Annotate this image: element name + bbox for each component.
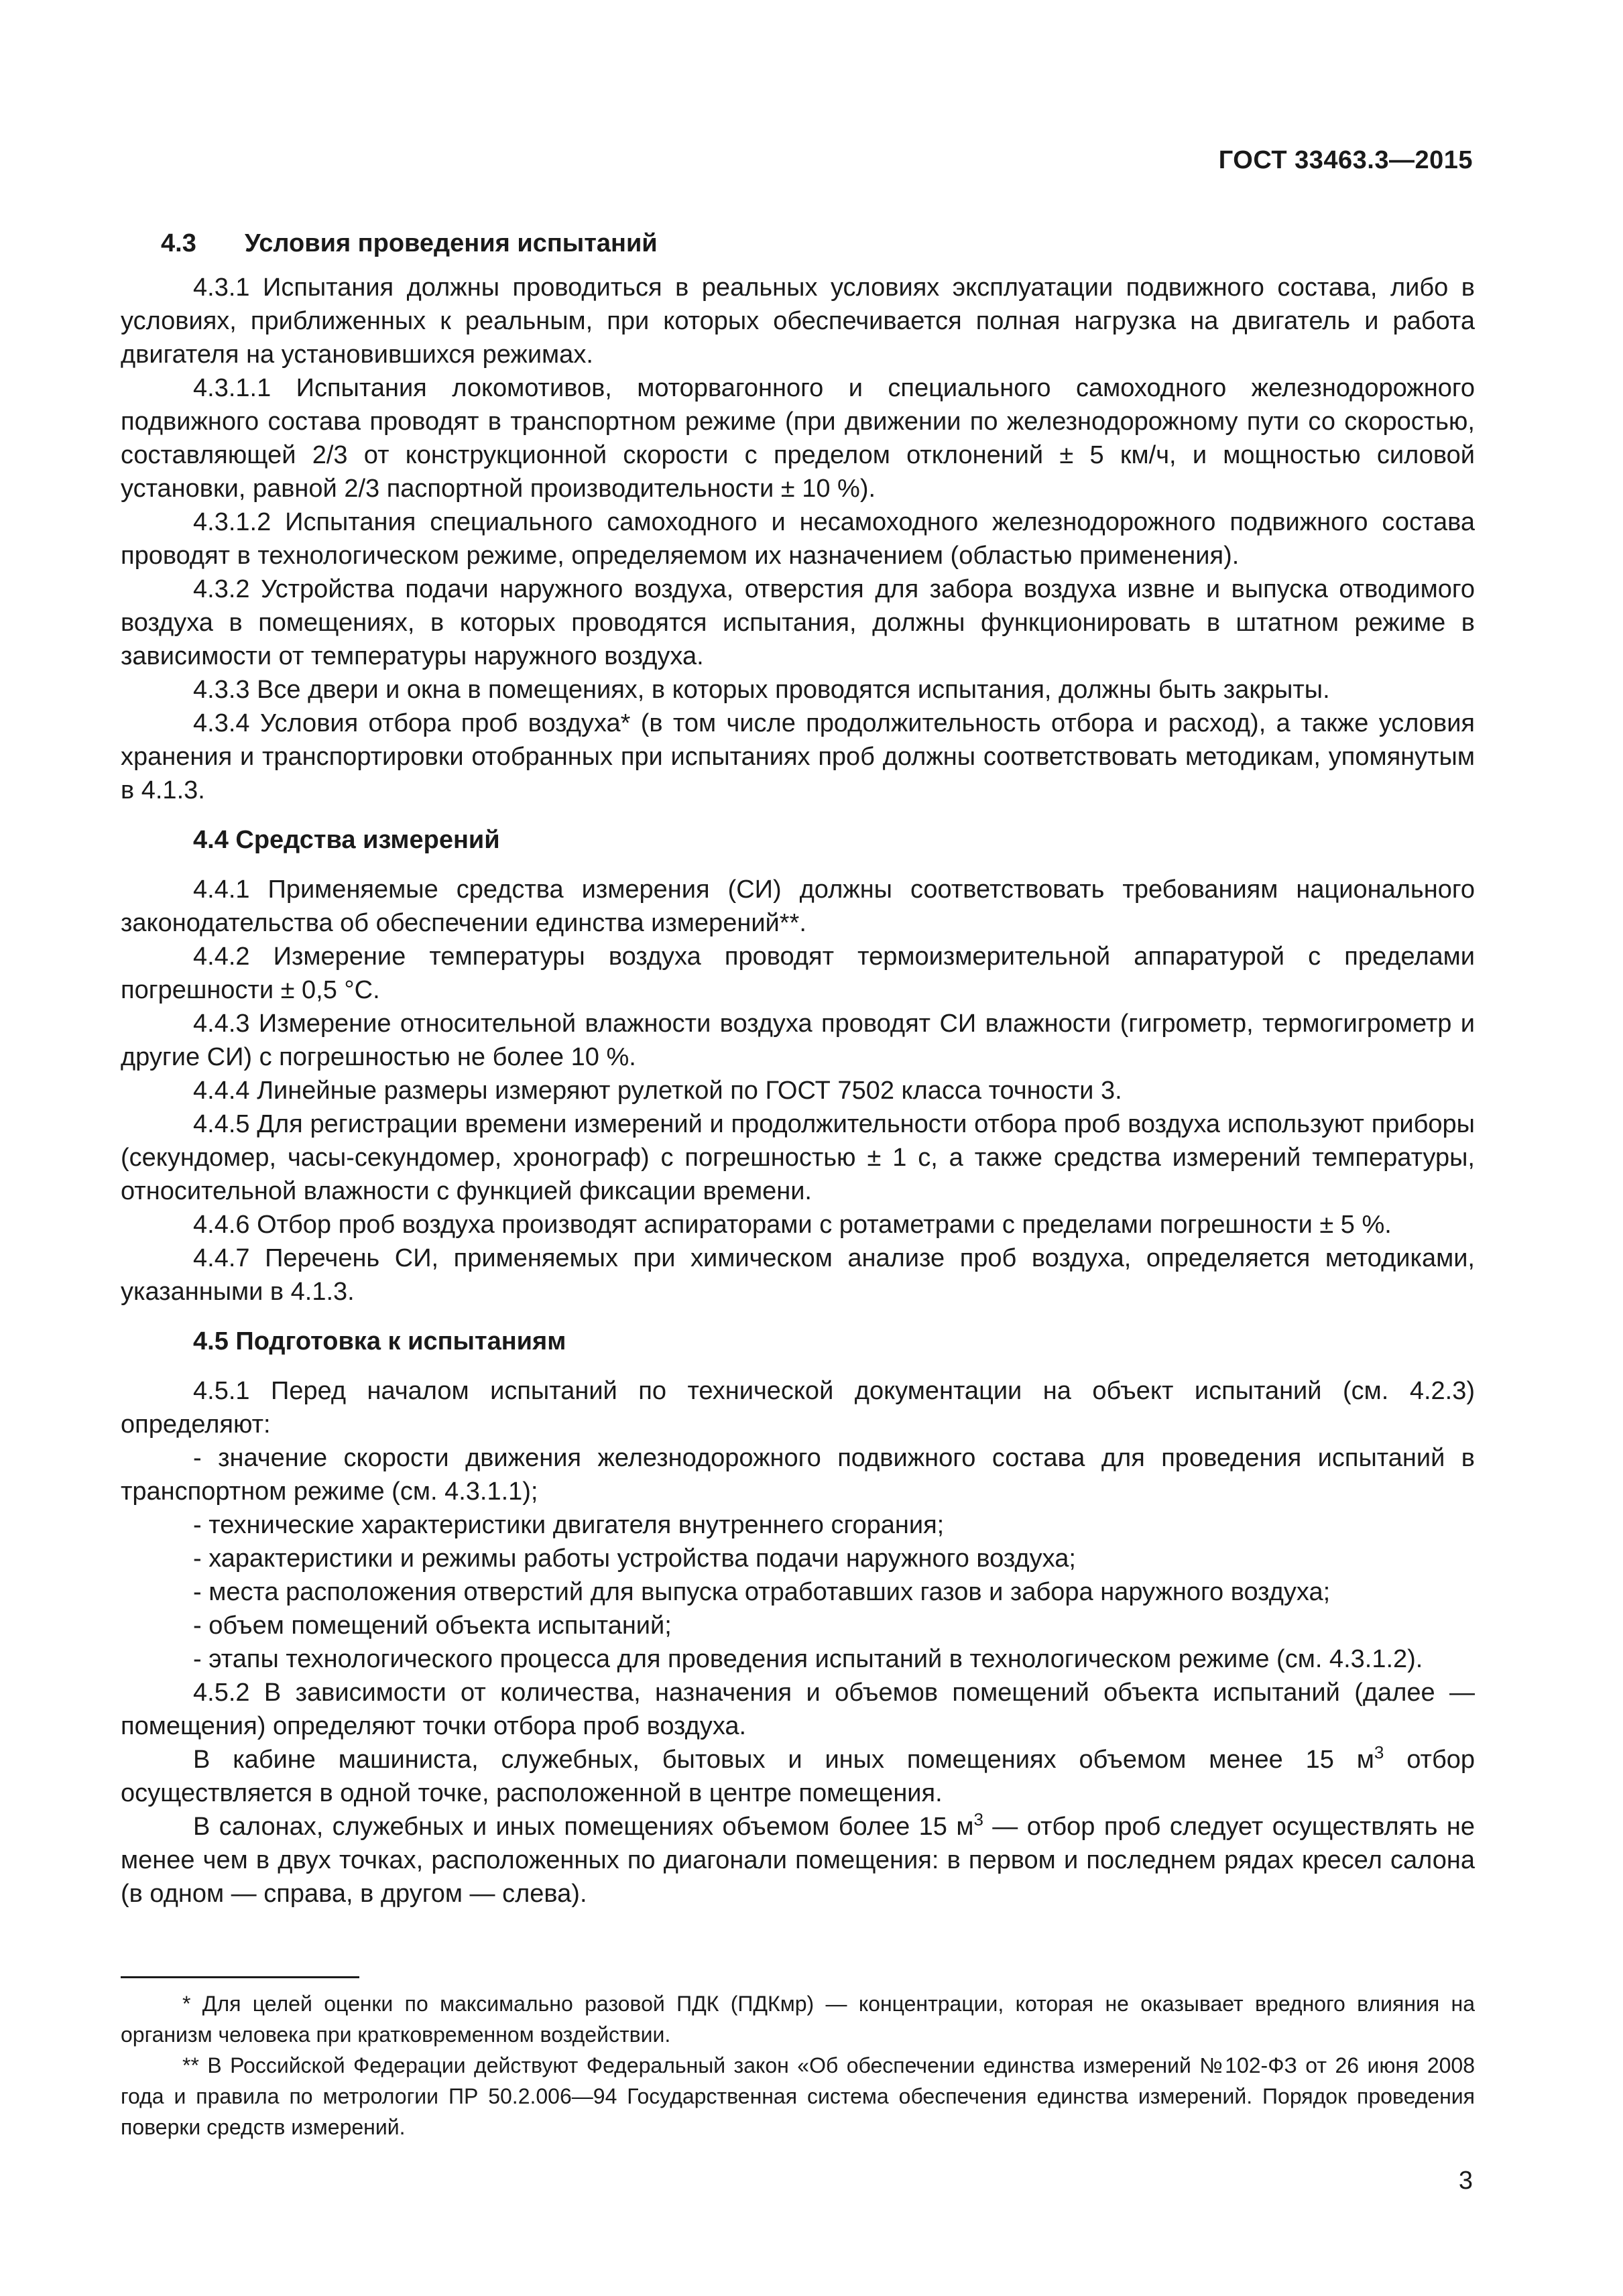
document-code-header: ГОСТ 33463.3—2015 (1218, 146, 1473, 174)
paragraph-salon (121, 1810, 1475, 1911)
paragraph-4-3-1-2: 4.3.1.2 Испытания специального самоходного и несамоходного железнодорожного подвижного состава проводят в технологическом режиме, определяемом их назначением (областью применения). (121, 508, 1475, 570)
paragraph-4-3-3: 4.3.3 Все двери и окна в помещениях, в которых проводятся испытания, должны быть закрыты. (193, 676, 1330, 704)
footnotes (121, 1988, 1475, 2142)
paragraph-4-3-2: 4.3.2 Устройства подачи наружного воздуха, отверстия для забора воздуха извне и выпуска отводимого воздуха в помещениях, в которых проводятся испытания, должны функционировать в штатном режиме в зависимости от температуры наружного воздуха. (121, 575, 1475, 670)
page-number: 3 (1458, 2167, 1473, 2195)
list-item: - характеристики и режимы работы устройства подачи наружного воздуха; (193, 1545, 1076, 1573)
superscript-3: 3 (1374, 1742, 1384, 1762)
paragraph-4-4-7: 4.4.7 Перечень СИ, применяемых при химическом анализе проб воздуха, определяется методиками, указанными в 4.1.3. (121, 1244, 1475, 1306)
paragraph-4-3-1: 4.3.1 Испытания должны проводиться в реальных условиях эксплуатации подвижного состава, либо в условиях, приближенных к реальным, при которых обеспечивается полная нагрузка на двигатель и работа двигателя на установившихся режимах. (121, 274, 1475, 369)
paragraph-4-5-2: 4.5.2 В зависимости от количества, назначения и объемов помещений объекта испытаний (далее — помещения) определяют точки отбора проб воздуха. (121, 1679, 1475, 1740)
paragraph-cabin-end: отбор осуществляется в одной точке, расположенной в центре помещения. (121, 1746, 1475, 1807)
section-number: 4.3 (161, 229, 196, 257)
superscript-3: 3 (973, 1809, 983, 1829)
paragraph-4-3-4: 4.3.4 Условия отбора проб воздуха* (в том числе продолжительность отбора и расход), а также условия хранения и транспортировки отобранных при испытаниях проб должны соответствовать методикам, упомянутым в 4.1.3. (121, 709, 1475, 804)
paragraph-cabin-start: В кабине машиниста, служебных, бытовых и иных помещениях объемом менее 15 м (193, 1746, 1374, 1774)
section-title: Условия проведения испытаний (245, 229, 658, 257)
section-heading-4-3 (121, 227, 1475, 260)
paragraph-4-4-3: 4.4.3 Измерение относительной влажности воздуха проводят СИ влажности (гигрометр, термогигрометр и другие СИ) с погрешностью не более 10 %. (121, 1010, 1475, 1071)
main-text (121, 227, 1475, 1911)
footnote-separator (121, 1976, 359, 1978)
paragraph-4-3-1-1: 4.3.1.1 Испытания локомотивов, моторвагонного и специального самоходного железнодорожного подвижного состава проводят в транспортном режиме (при движении по железнодорожному пути со скоростью, составляющей 2/3 от конструкционной скорости с пределом отклонений ± 5 км/ч, и мощностью силовой установки, равной 2/3 паспортной производительности ± 10 %). (121, 374, 1475, 503)
footnote-1: * Для целей оценки по максимально разовой ПДК (ПДКмр) — концентрации, которая не оказывает вредного влияния на организм человека при кратковременном воздействии. (121, 1992, 1475, 2047)
section-heading-4-4: 4.4 Средства измерений (193, 826, 500, 854)
list-item: - этапы технологического процесса для проведения испытаний в технологическом режиме (см. 4.3.1.2). (193, 1645, 1423, 1673)
paragraph-cabin (121, 1743, 1475, 1810)
paragraph-4-4-5: 4.4.5 Для регистрации времени измерений и продолжительности отбора проб воздуха используют приборы (секундомер, часы-секундомер, хронограф) с погрешностью ± 1 с, а также средства измерений температуры, относительной влажности с функцией фиксации времени. (121, 1110, 1475, 1205)
section-heading-4-5: 4.5 Подготовка к испытаниям (193, 1327, 566, 1355)
paragraph-4-4-6: 4.4.6 Отбор проб воздуха производят аспираторами с ротаметрами с пределами погрешности ± 5 %. (193, 1211, 1392, 1239)
paragraph-4-4-1: 4.4.1 Применяемые средства измерения (СИ) должны соответствовать требованиям национального законодательства об обеспечении единства измерений**. (121, 875, 1475, 937)
paragraph-4-4-2: 4.4.2 Измерение температуры воздуха проводят термоизмерительной аппаратурой с пределами погрешности ± 0,5 °С. (121, 943, 1475, 1004)
paragraph-salon-end: — отбор проб следует осуществлять не менее чем в двух точках, расположенных по диагонали помещения: в первом и последнем рядах кресел салона (в одном — справа, в другом — слева). (121, 1813, 1475, 1908)
list-item: - значение скорости движения железнодорожного подвижного состава для проведения испытаний в транспортном режиме (см. 4.3.1.1); (121, 1444, 1475, 1506)
list-item: - места расположения отверстий для выпуска отработавших газов и забора наружного воздуха; (193, 1578, 1331, 1606)
list-item: - технические характеристики двигателя внутреннего сгорания; (193, 1511, 945, 1539)
paragraph-4-5-1: 4.5.1 Перед началом испытаний по технической документации на объект испытаний (см. 4.2.3) определяют: (121, 1377, 1475, 1439)
paragraph-salon-start: В салонах, служебных и иных помещениях объемом более 15 м (193, 1813, 974, 1841)
list-item: - объем помещений объекта испытаний; (193, 1612, 672, 1640)
footnote-2: ** В Российской Федерации действуют Федеральный закон «Об обеспечении единства измерений №102-ФЗ от 26 июня 2008 года и правила по метрологии ПР 50.2.006—94 Государственная система обеспечения единства измерений. Порядок проведения поверки средств измерений. (121, 2053, 1475, 2139)
paragraph-4-4-4: 4.4.4 Линейные размеры измеряют рулеткой по ГОСТ 7502 класса точности 3. (193, 1077, 1122, 1105)
